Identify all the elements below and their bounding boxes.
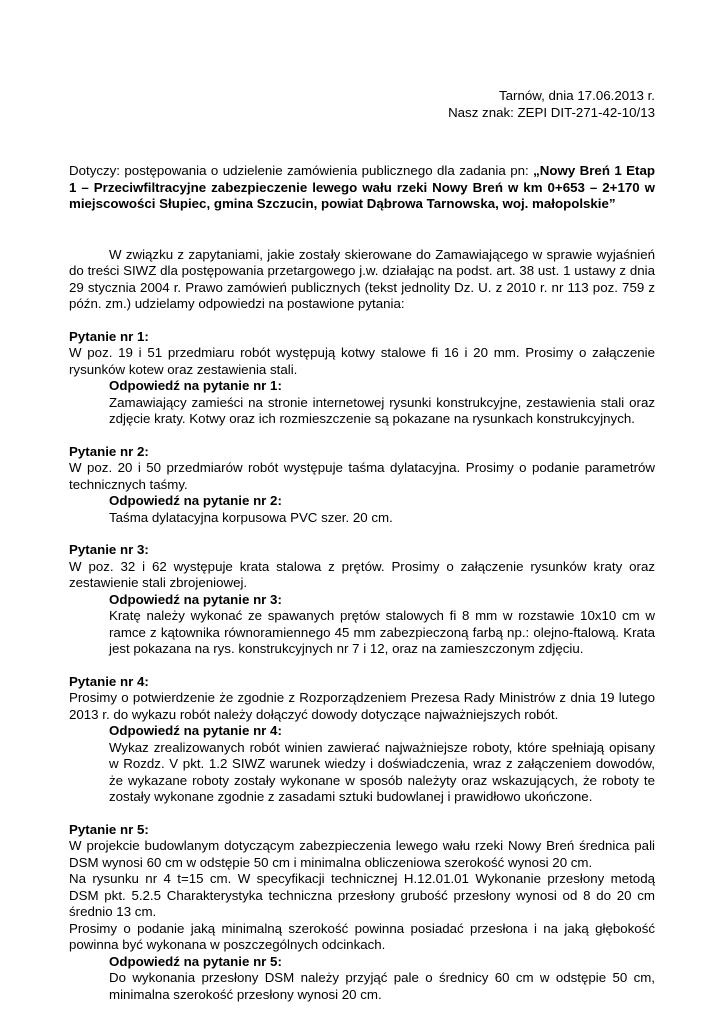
question-text: W poz. 32 i 62 występuje krata stalowa z prętów. Prosimy o załączenie rysunków kraty oraz zestawienie stali zbrojeniowej. xyxy=(69,558,655,590)
answer-title: Odpowiedź na pytanie nr 4: xyxy=(109,723,282,738)
question-text: W projekcie budowlanym dotyczącym zabezpieczenia lewego wału rzeki Nowy Breń średnica pali DSM wynosi 60 cm w odstępie 50 cm i minimalna obliczeniowa szerokość wynosi 20 cm. xyxy=(69,838,655,870)
question-block-4 xyxy=(69,674,655,806)
question-title: Pytanie nr 1: xyxy=(69,328,149,344)
question-title: Pytanie nr 5: xyxy=(69,821,149,837)
answer-title: Odpowiedź na pytanie nr 1: xyxy=(109,378,282,393)
answer-title: Odpowiedź na pytanie nr 5: xyxy=(109,953,282,969)
question-block-3 xyxy=(69,542,655,658)
document-page xyxy=(69,88,655,1003)
answer-text: Do wykonania przesłony DSM należy przyjąć pale o średnicy 60 cm w odstępie 50 cm, minimalna szerokość przesłony wynosi 20 cm. xyxy=(109,970,655,1002)
question-title: Pytanie nr 3: xyxy=(69,542,149,557)
question-block-5 xyxy=(69,822,655,1004)
answer-text: Zamawiający zamieści na stronie internetowej rysunki konstrukcyjne, zestawienia stali oraz zdjęcie kraty. Kotwy oraz ich rozmieszczenie są pokazane na rysunkach konstrukcyjnych. xyxy=(109,394,655,426)
question-text: Prosimy o potwierdzenie że zgodnie z Rozporządzeniem Prezesa Rady Ministrów z dnia 19 lutego 2013 r. do wykazu robót należy dołączyć dowody dotyczące najważniejszych robót. xyxy=(69,690,655,722)
question-text: W poz. 20 i 50 przedmiarów robót występuje taśma dylatacyjna. Prosimy o podanie parametrów technicznych taśmy. xyxy=(69,460,655,492)
letter-header xyxy=(69,88,655,121)
question-title: Pytanie nr 2: xyxy=(69,443,149,459)
question-text: W poz. 19 i 51 przedmiaru robót występują kotwy stalowe fi 16 i 20 mm. Prosimy o załączenie rysunków kotew oraz zestawienia stali. xyxy=(69,345,655,377)
place-date: Tarnów, dnia 17.06.2013 r. xyxy=(499,88,655,103)
answer-text: Kratę należy wykonać ze spawanych prętów stalowych fi 8 mm w rozstawie 10x10 cm w ramce z kątownika równoramiennego 45 mm zabezpieczoną farbą np.: olejno-ftalową. Krata jest pokazana na rys. konstrukcyjnych nr 7 i 12, oraz na zamieszczonym zdjęciu. xyxy=(109,608,655,656)
question-request: Prosimy o podanie jaką minimalną szerokość powinna posiadać przesłona i na jaką głębokość powinna być wykonana w poszczególnych odcinkach. xyxy=(69,920,655,952)
answer-title: Odpowiedź na pytanie nr 2: xyxy=(109,493,282,508)
answer-title: Odpowiedź na pytanie nr 3: xyxy=(109,591,282,607)
question-title: Pytanie nr 4: xyxy=(69,673,149,689)
subject-prefix: Dotyczy: postępowania o udzielenie zamówienia publicznego dla zadania pn: xyxy=(69,163,534,178)
reference-number: Nasz znak: ZEPI DIT-271-42-10/13 xyxy=(448,104,655,120)
subject-title: „Nowy Breń 1 Etap 1 – Przeciwfiltracyjne zabezpieczenie lewego wału rzeki Nowy Breń w km 0+653 – 2+170 w miejscowości Słupiec, gmina Szczucin, powiat Dąbrowa Tarnowska, woj. małopolskie” xyxy=(69,163,655,211)
question-block-1 xyxy=(69,329,655,428)
intro-paragraph: W związku z zapytaniami, jakie zostały skierowane do Zamawiającego w sprawie wyjaśnień do treści SIWZ dla postępowania przetargowego j.w. działając na podst. art. 38 ust. 1 ustawy z dnia 29 stycznia 2004 r. Prawo zamówień publicznych (tekst jednolity Dz. U. z 2010 r. nr 113 poz. 759 z późn. zm.) udzielamy odpowiedzi na postawione pytania: xyxy=(69,246,655,311)
answer-text: Taśma dylatacyjna korpusowa PVC szer. 20 cm. xyxy=(109,509,393,525)
question-block-2 xyxy=(69,444,655,527)
subject-line xyxy=(69,163,655,213)
answer-text: Wykaz zrealizowanych robót winien zawierać najważniejsze roboty, które spełniają opisany w Rozdz. V pkt. 1.2 SIWZ warunek wiedzy i doświadczenia, wraz z załączeniem dowodów, że wykazane roboty zostały wykonane w sposób należyty oraz wskazujących, że roboty te zostały wykonane zgodnie z zasadami sztuki budowlanej i prawidłowo ukończone. xyxy=(109,739,655,804)
question-text-continued: Na rysunku nr 4 t=15 cm. W specyfikacji technicznej H.12.01.01 Wykonanie przesłony metodą DSM pkt. 5.2.5 Charakterystyka techniczna przesłony grubość przesłony wynosi od 8 do 20 cm średnio 13 cm. xyxy=(69,871,655,919)
